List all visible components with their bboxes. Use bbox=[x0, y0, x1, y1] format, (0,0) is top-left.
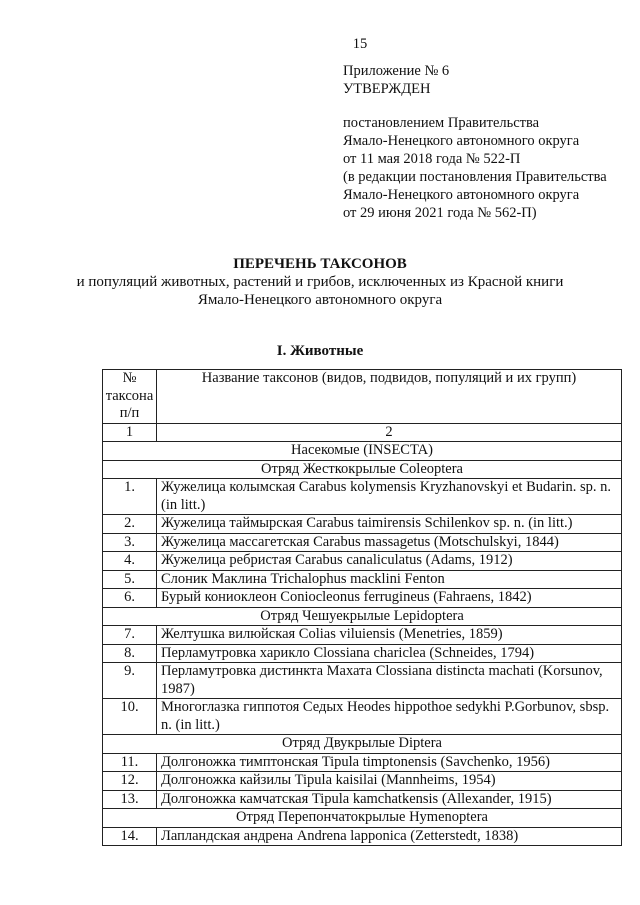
order-cell: Отряд Двукрылые Diptera bbox=[103, 735, 622, 754]
taxon-name: Лапландская андрена Andrena lapponica (Zetterstedt, 1838) bbox=[157, 827, 622, 846]
header-num-line: таксона bbox=[105, 387, 154, 404]
basis-line: Ямало-Ненецкого автономного округа bbox=[343, 133, 580, 149]
taxon-number: 6. bbox=[103, 589, 157, 608]
table-row bbox=[103, 589, 622, 608]
title-line: Ямало-Ненецкого автономного округа bbox=[197, 292, 443, 308]
order-row bbox=[103, 735, 622, 754]
title-main: ПЕРЕЧЕНЬ ТАКСОНОВ bbox=[233, 256, 407, 272]
taxon-number: 12. bbox=[103, 772, 157, 791]
column-number-row bbox=[103, 423, 622, 442]
order-cell: Отряд Чешуекрылые Lepidoptera bbox=[103, 607, 622, 626]
taxon-name: Бурый кониоклеон Coniocleonus ferrugineus (Fahraens, 1842) bbox=[157, 589, 622, 608]
table-row bbox=[103, 570, 622, 589]
column-number-cell: 1 bbox=[103, 423, 157, 442]
table-row bbox=[103, 772, 622, 791]
taxon-number: 14. bbox=[103, 827, 157, 846]
class-cell: Насекомые (INSECTA) bbox=[103, 442, 622, 461]
taxon-name: Перламутровка харикло Clossiana chariclea (Schneides, 1794) bbox=[157, 644, 622, 663]
taxon-name: Долгоножка тимптонская Tipula timptonensis (Savchenko, 1956) bbox=[157, 753, 622, 772]
approval-basis bbox=[343, 114, 607, 222]
taxon-number: 13. bbox=[103, 790, 157, 809]
title-line: и популяций животных, растений и грибов, исключенных из Красной книги bbox=[76, 274, 564, 290]
header-num-line: п/п bbox=[119, 405, 140, 421]
approved-label: УТВЕРЖДЕН bbox=[343, 81, 431, 97]
taxon-number: 11. bbox=[103, 753, 157, 772]
order-row bbox=[103, 607, 622, 626]
order-cell: Отряд Перепончатокрылые Hymenoptera bbox=[103, 809, 622, 828]
table-row bbox=[103, 644, 622, 663]
column-number-cell: 2 bbox=[157, 423, 622, 442]
appendix-label: Приложение № 6 bbox=[343, 63, 450, 79]
taxon-name: Жужелица ребристая Carabus canaliculatus (Adams, 1912) bbox=[157, 552, 622, 571]
basis-line: от 29 июня 2021 года № 562-П) bbox=[343, 205, 537, 221]
taxon-number: 2. bbox=[103, 515, 157, 534]
taxon-number: 3. bbox=[103, 533, 157, 552]
table-row bbox=[103, 699, 622, 735]
table-row bbox=[103, 663, 622, 699]
section-heading: I. Животные bbox=[276, 343, 364, 359]
header-num-cell bbox=[103, 370, 157, 424]
taxon-number: 9. bbox=[103, 663, 157, 699]
taxa-table bbox=[102, 369, 622, 846]
taxon-name: Долгоножка кайзилы Tipula kaisilai (Mannheims, 1954) bbox=[157, 772, 622, 791]
table-row bbox=[103, 479, 622, 515]
taxon-name: Жужелица таймырская Carabus taimirensis Schilenkov sp. n. (in litt.) bbox=[157, 515, 622, 534]
taxon-name: Жужелица колымская Carabus kolymensis Kryzhanovskyi et Budarin. sp. n. (in litt.) bbox=[157, 479, 622, 515]
taxon-number: 1. bbox=[103, 479, 157, 515]
table-row bbox=[103, 515, 622, 534]
taxon-number: 5. bbox=[103, 570, 157, 589]
taxon-name: Перламутровка дистинкта Махата Clossiana distincta machati (Korsunov, 1987) bbox=[157, 663, 622, 699]
annex-block bbox=[343, 62, 607, 222]
basis-line: от 11 мая 2018 года № 522-П bbox=[343, 151, 521, 167]
basis-line: Ямало-Ненецкого автономного округа bbox=[343, 187, 580, 203]
taxon-name: Долгоножка камчатская Tipula kamchatkensis (Allexander, 1915) bbox=[157, 790, 622, 809]
order-row bbox=[103, 460, 622, 479]
basis-line: (в редакции постановления Правительства bbox=[343, 169, 607, 185]
table-row bbox=[103, 753, 622, 772]
table-header-row bbox=[103, 370, 622, 424]
taxon-name: Многоглазка гиппотоя Седых Heodes hippothoe sedykhi P.Gorbunov, sbsp. n. (in litt.) bbox=[157, 699, 622, 735]
taxon-number: 8. bbox=[103, 644, 157, 663]
taxon-number: 10. bbox=[103, 699, 157, 735]
document-title bbox=[0, 255, 640, 309]
class-row bbox=[103, 442, 622, 461]
taxon-name: Слоник Маклина Trichalophus macklini Fenton bbox=[157, 570, 622, 589]
order-row bbox=[103, 809, 622, 828]
taxon-name: Жужелица массагетская Carabus massagetus (Motschulskyi, 1844) bbox=[157, 533, 622, 552]
table-row bbox=[103, 626, 622, 645]
taxon-number: 7. bbox=[103, 626, 157, 645]
table-row bbox=[103, 827, 622, 846]
taxon-number: 4. bbox=[103, 552, 157, 571]
order-cell: Отряд Жесткокрылые Coleoptera bbox=[103, 460, 622, 479]
table-row bbox=[103, 790, 622, 809]
taxon-name: Желтушка вилюйская Colias viluiensis (Menetries, 1859) bbox=[157, 626, 622, 645]
basis-line: постановлением Правительства bbox=[343, 115, 540, 131]
header-num-line: № bbox=[122, 370, 137, 386]
page-number: 15 bbox=[352, 36, 368, 52]
table-row bbox=[103, 533, 622, 552]
table-row bbox=[103, 552, 622, 571]
header-name-cell: Название таксонов (видов, подвидов, популяций и их групп) bbox=[157, 370, 622, 424]
